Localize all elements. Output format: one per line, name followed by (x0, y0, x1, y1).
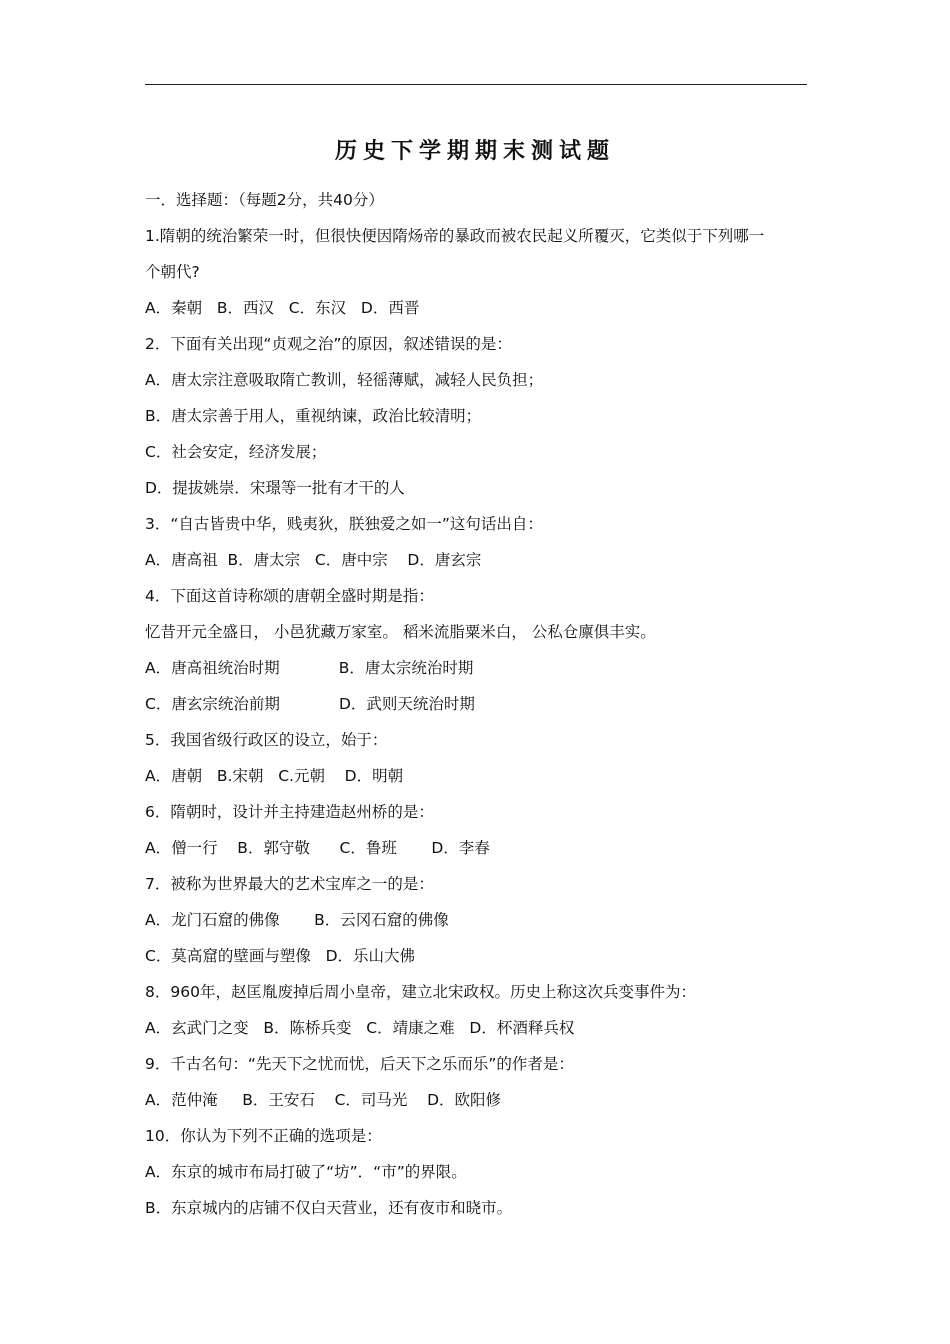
question-8-options: A．玄武门之变 B．陈桥兵变 C．靖康之难 D．杯酒释兵权 (145, 1019, 575, 1037)
question-7-options-cd: C．莫高窟的壁画与塑像 D．乐山大佛 (145, 947, 416, 965)
question-5-text: 5．我国省级行政区的设立，始于： (145, 731, 388, 749)
question-10-option-b: B．东京城内的店铺不仅白天营业，还有夜市和晓市。 (145, 1199, 513, 1217)
question-4-poem: 忆昔开元全盛日， 小邑犹藏万家室。 稻米流脂粟米白， 公私仓廪俱丰实。 (145, 623, 656, 641)
question-1-options: A．秦朝 B．西汉 C．东汉 D．西晋 (145, 299, 420, 317)
question-2-text: 2．下面有关出现“贞观之治”的原因，叙述错误的是： (145, 335, 512, 353)
question-2-option-d: D．提拔姚崇．宋璟等一批有才干的人 (145, 479, 405, 497)
question-1-text-cont: 个朝代? (145, 263, 200, 281)
question-3-options: A．唐高祖 B．唐太宗 C．唐中宗 D．唐玄宗 (145, 551, 482, 569)
question-6-text: 6．隋朝时，设计并主持建造赵州桥的是： (145, 803, 434, 821)
question-4-options-ab: A．唐高祖统治时期 B．唐太宗统治时期 (145, 659, 474, 677)
question-3-text: 3．“自古皆贵中华，贱夷狄，朕独爱之如一”这句话出自： (145, 515, 543, 533)
question-1-text: 1.隋朝的统治繁荣一时，但很快便因隋炀帝的暴政而被农民起义所覆灭，它类似于下列哪一 (145, 227, 765, 245)
question-2-option-c: C．社会安定，经济发展； (145, 443, 327, 461)
question-9-text: 9．千古名句：“先天下之忧而忧，后天下之乐而乐”的作者是： (145, 1055, 574, 1073)
question-10-text: 10．你认为下列不正确的选项是： (145, 1127, 382, 1145)
section-heading: 一．选择题：（每题2分，共40分） (145, 191, 384, 209)
question-4-text: 4．下面这首诗称颂的唐朝全盛时期是指： (145, 587, 434, 605)
exam-body (145, 186, 815, 1230)
question-4-options-cd: C．唐玄宗统治前期 D．武则天统治时期 (145, 695, 475, 713)
question-7-options-ab: A．龙门石窟的佛像 B．云冈石窟的佛像 (145, 911, 449, 929)
page-title: 历史下学期期末测试题 (334, 138, 615, 164)
question-2-option-a: A．唐太宗注意吸取隋亡教训，轻徭薄赋，减轻人民负担； (145, 371, 544, 389)
question-5-options: A．唐朝 B.宋朝 C.元朝 D．明朝 (145, 767, 404, 785)
question-10-option-a: A．东京的城市布局打破了“坊”．“市”的界限。 (145, 1163, 467, 1181)
question-8-text: 8．960年，赵匡胤废掉后周小皇帝，建立北宋政权。历史上称这次兵变事件为： (145, 983, 696, 1001)
question-9-options: A．范仲淹 B．王安石 C．司马光 D．欧阳修 (145, 1091, 502, 1109)
question-6-options: A．僧一行 B．郭守敬 C．鲁班 D．李春 (145, 839, 490, 857)
question-2-option-b: B．唐太宗善于用人，重视纳谏，政治比较清明； (145, 407, 482, 425)
header-rule (145, 84, 807, 85)
question-7-text: 7．被称为世界最大的艺术宝库之一的是： (145, 875, 434, 893)
